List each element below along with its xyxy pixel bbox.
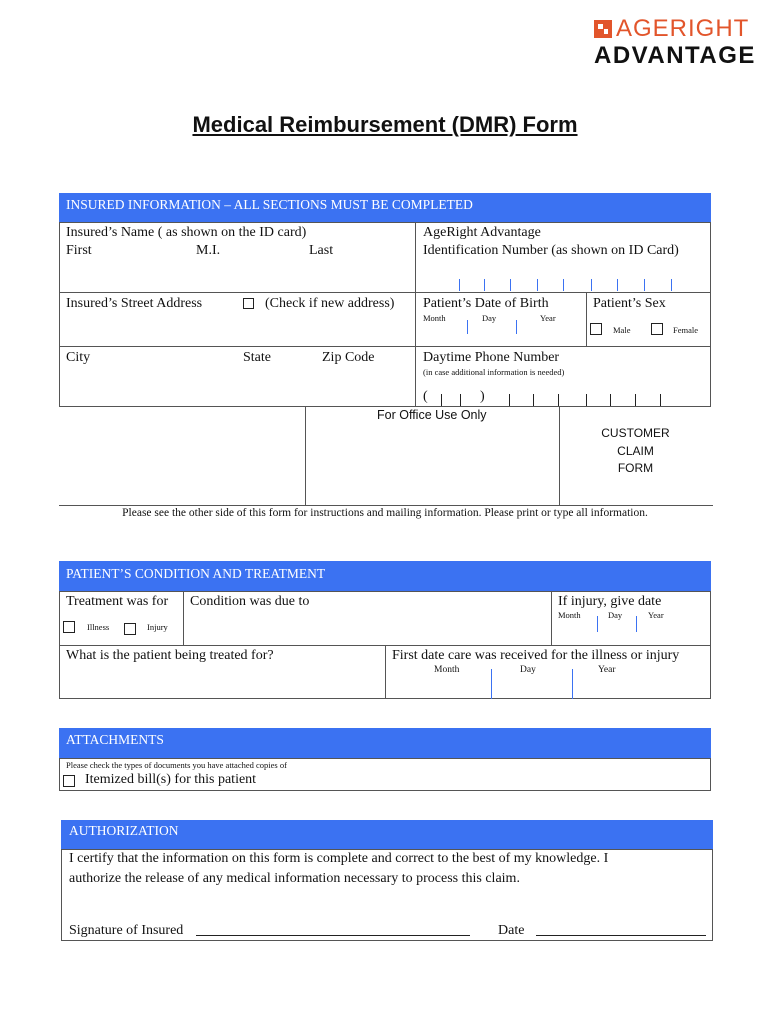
city-state-zip-field[interactable]	[60, 368, 414, 406]
authorization-text-line-1: I certify that the information on this form is complete and correct to the best of my knowledge. I	[69, 851, 609, 866]
claim-label-1: CUSTOMER	[601, 426, 670, 440]
id-label-1: AgeRight Advantage	[423, 225, 541, 240]
treated-for-field[interactable]	[60, 666, 384, 698]
treatment-for-label: Treatment was for	[66, 594, 169, 609]
male-checkbox[interactable]	[590, 323, 602, 335]
instructions-note: Please see the other side of this form for instructions and mailing information. Please print or type all information.	[122, 507, 648, 519]
itemized-bill-checkbox[interactable]	[63, 775, 75, 787]
claim-label-3: FORM	[617, 461, 654, 475]
first-date-year-label: Year	[598, 665, 616, 675]
due-to-label: Condition was due to	[190, 594, 310, 609]
insured-name-label: Insured’s Name ( as shown on the ID card)	[66, 225, 307, 240]
first-date-month-label: Month	[434, 665, 460, 675]
dob-year-label: Year	[540, 313, 556, 323]
male-label: Male	[613, 325, 631, 335]
dob-label: Patient’s Date of Birth	[423, 296, 549, 311]
phone-label: Daytime Phone Number	[423, 350, 560, 365]
phone-open-paren: (	[423, 389, 428, 404]
mi-label: M.I.	[196, 243, 221, 258]
injury-day-label: Day	[608, 610, 623, 620]
first-date-day-label: Day	[520, 665, 536, 675]
sex-label: Patient’s Sex	[593, 296, 666, 311]
signature-label: Signature of Insured	[69, 923, 184, 938]
page-title: Medical Reimbursement (DMR) Form	[192, 112, 578, 137]
first-date-label: First date care was received for the illness or injury	[392, 648, 680, 663]
claim-label-2: CLAIM	[617, 444, 654, 458]
authorization-section-header: AUTHORIZATION	[61, 820, 713, 849]
injury-label: Injury	[147, 622, 168, 632]
logo-brand-top: AGERIGHT	[616, 15, 750, 42]
condition-section-header: PATIENT’S CONDITION AND TREATMENT	[59, 561, 711, 591]
id-label-2: Identification Number (as shown on ID Card)	[423, 243, 679, 258]
injury-month-label: Month	[558, 610, 581, 620]
street-address-label: Insured’s Street Address	[66, 296, 203, 311]
office-use-label: For Office Use Only	[377, 408, 487, 422]
dob-field[interactable]	[416, 324, 585, 345]
itemized-bill-label: Itemized bill(s) for this patient	[85, 772, 257, 787]
insured-section-header: INSURED INFORMATION – ALL SECTIONS MUST BE COMPLETED	[59, 193, 711, 222]
logo-brand-bottom: ADVANTAGE	[594, 42, 756, 69]
dob-day-label: Day	[482, 313, 497, 323]
new-address-checkbox[interactable]	[243, 298, 254, 309]
signature-field[interactable]	[196, 921, 470, 936]
injury-date-label: If injury, give date	[558, 594, 662, 609]
logo	[592, 14, 757, 70]
zip-label: Zip Code	[322, 350, 375, 365]
illness-label: Illness	[87, 622, 110, 632]
city-label: City	[66, 350, 91, 365]
new-address-label: (Check if new address)	[265, 296, 395, 311]
phone-close-paren: )	[480, 389, 485, 404]
injury-date-field[interactable]	[552, 620, 710, 644]
illness-checkbox[interactable]	[63, 621, 75, 633]
due-to-field[interactable]	[184, 612, 550, 644]
authorization-text-line-2: authorize the release of any medical information necessary to process this claim.	[69, 871, 520, 886]
logo-mark-icon	[594, 20, 612, 38]
date-label: Date	[498, 923, 525, 938]
injury-checkbox[interactable]	[124, 623, 136, 635]
attachments-note: Please check the types of documents you have attached copies of	[66, 760, 287, 770]
dob-month-label: Month	[423, 313, 446, 323]
date-field[interactable]	[536, 921, 706, 936]
phone-note: (in case additional information is needed)	[423, 367, 565, 377]
female-checkbox[interactable]	[651, 323, 663, 335]
first-date-field[interactable]	[386, 676, 710, 698]
state-label: State	[243, 350, 271, 365]
injury-year-label: Year	[648, 610, 664, 620]
female-label: Female	[673, 325, 699, 335]
attachments-section-header: ATTACHMENTS	[59, 728, 711, 758]
first-label: First	[66, 243, 92, 258]
treated-for-label: What is the patient being treated for?	[66, 648, 274, 663]
insured-name-field[interactable]	[60, 262, 414, 291]
street-address-field[interactable]	[60, 314, 414, 345]
last-label: Last	[309, 243, 334, 258]
